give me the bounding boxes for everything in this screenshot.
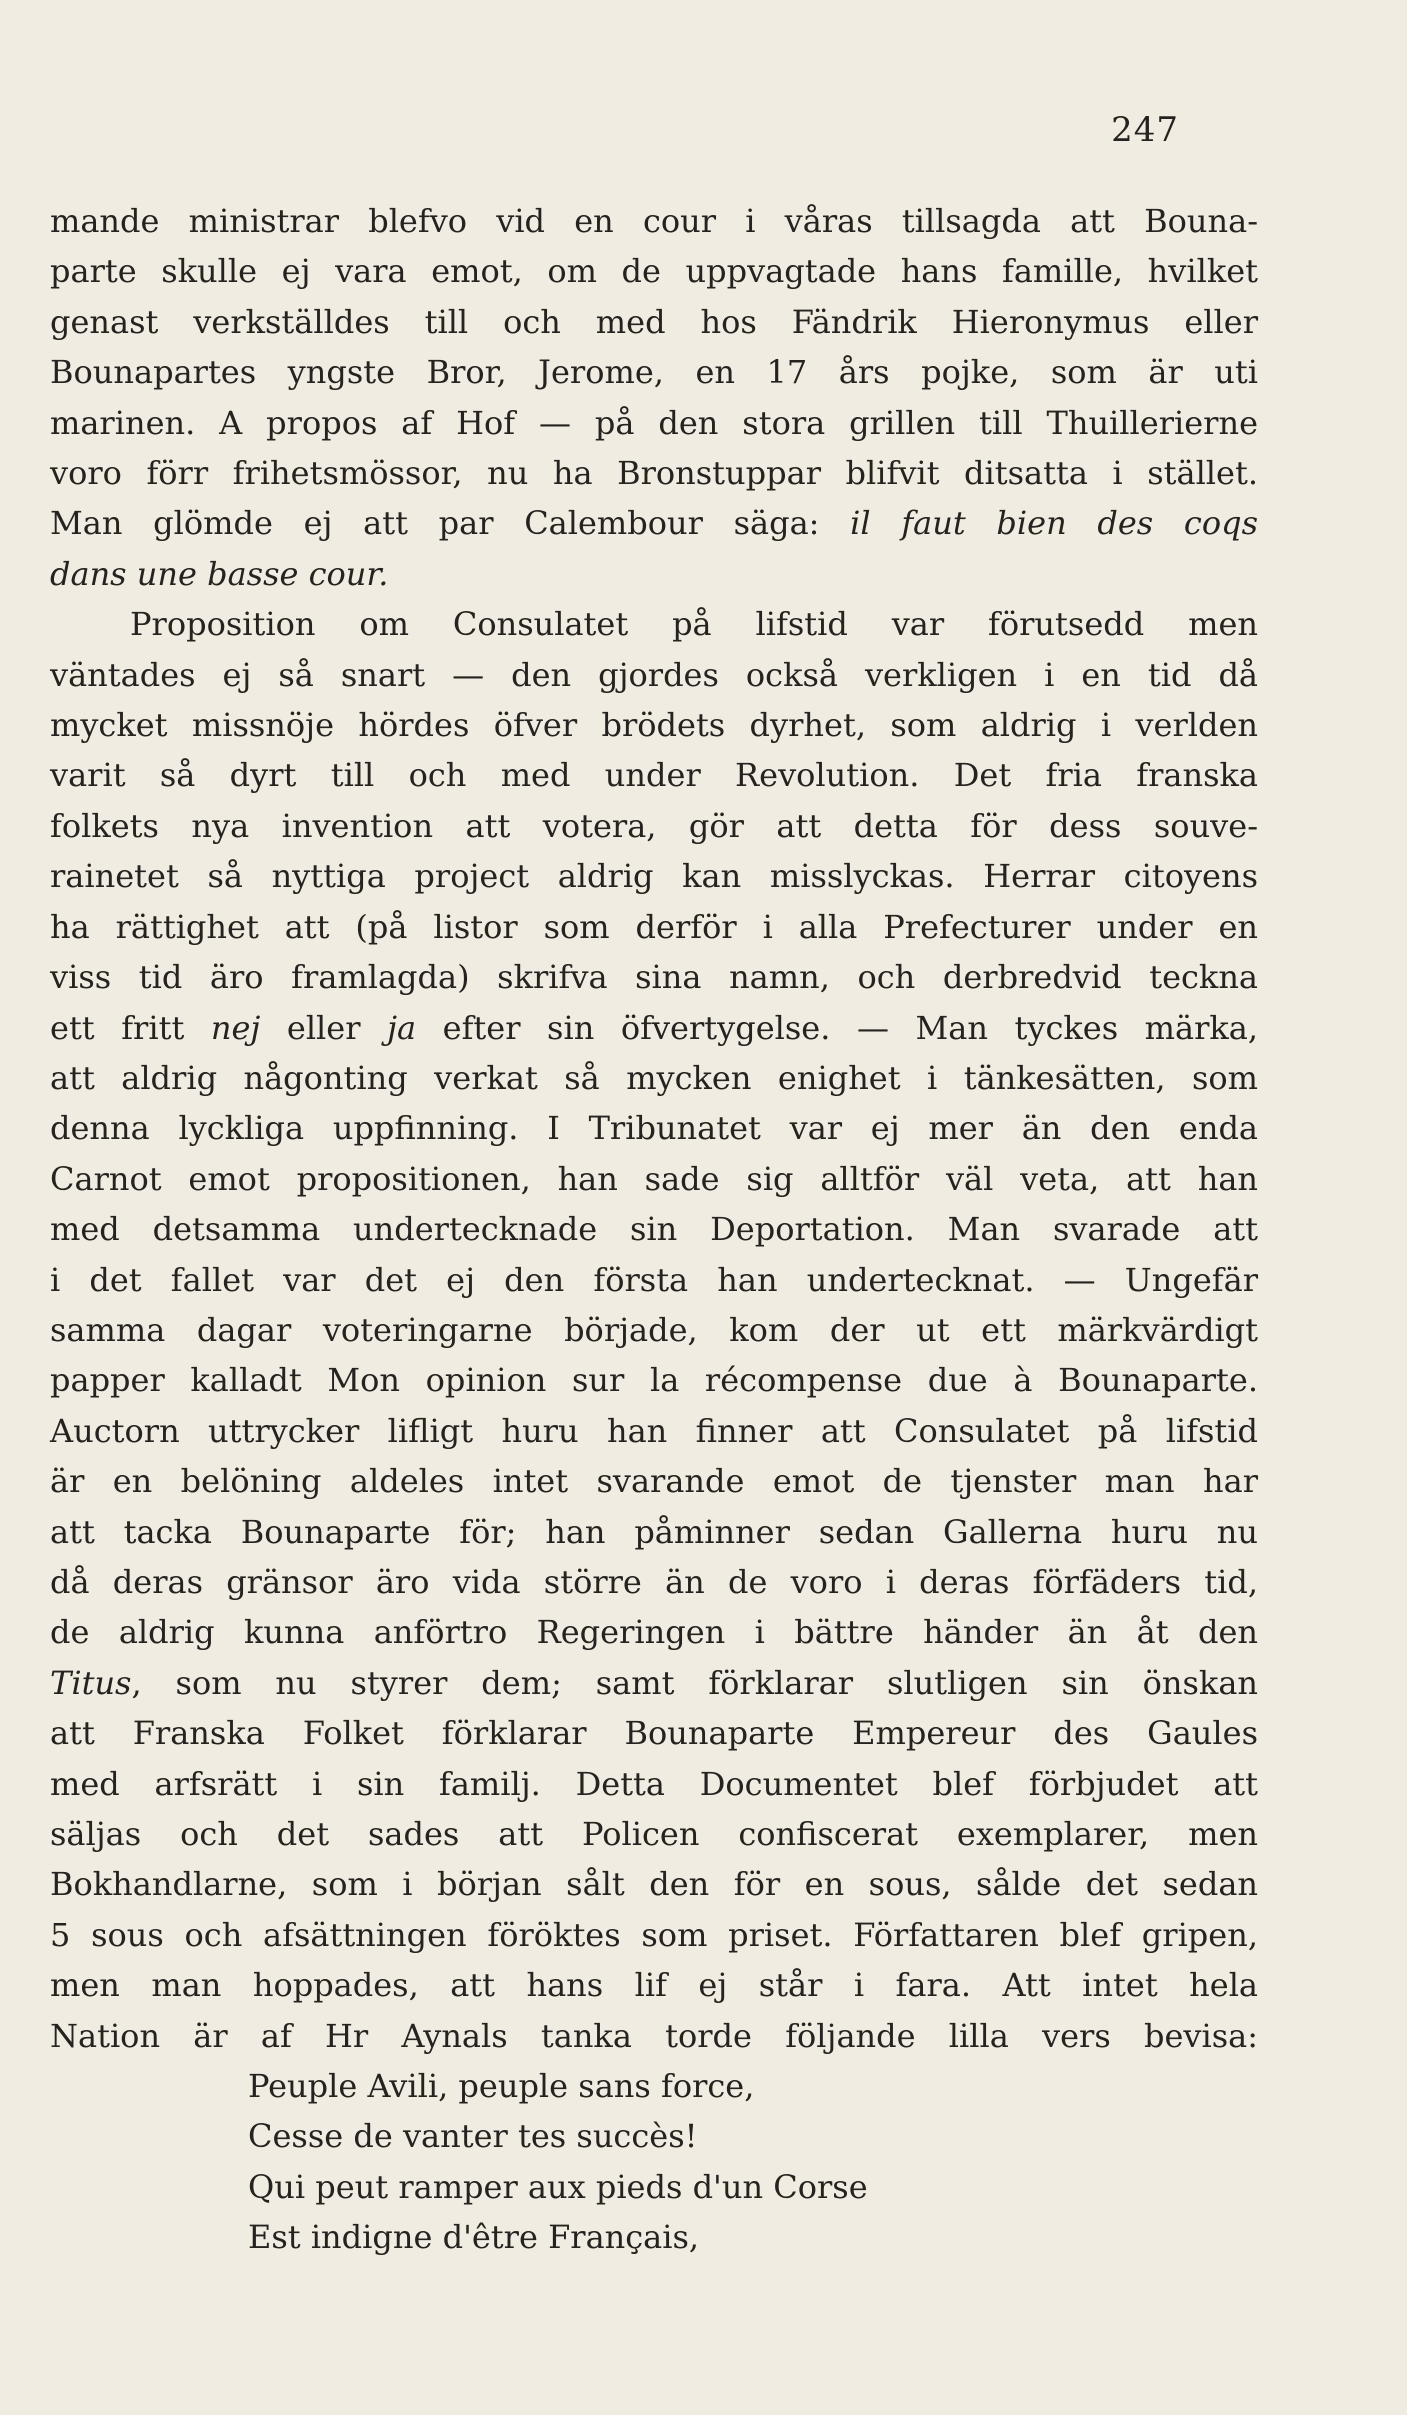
verse-line: Est indigne d'être Français, [248, 2218, 700, 2257]
text-line [50, 549, 1258, 599]
italic-phrase: ja [387, 1008, 417, 1047]
text-line: Proposition om Consulatet på lifstid var förutsedd men [130, 605, 1258, 644]
italic-phrase: dans une basse cour. [50, 554, 389, 593]
text-line: är en belöning aldeles intet svarande emot de tjenster man har [50, 1462, 1258, 1501]
text-line: folkets nya invention att votera, gör att detta för dess souve- [50, 806, 1258, 845]
italic-phrase: il faut bien des coqs [850, 504, 1259, 543]
text-line: samma dagar voteringarne började, kom der ut ett märkvärdigt [50, 1310, 1258, 1349]
text-line: väntades ej så snart — den gjordes också verkligen i en tid då [50, 655, 1258, 694]
verse-line: Cesse de vanter tes succès! [248, 2117, 698, 2156]
text-line: viss tid äro framlagda) skrifva sina namn, och derbredvid teckna [50, 958, 1258, 997]
text-line: att tacka Bounaparte för; han påminner sedan Gallerna huru nu [50, 1512, 1258, 1551]
text-line: parte skulle ej vara emot, om de uppvagtade hans famille, hvilket [50, 252, 1258, 291]
body-text [50, 196, 1258, 2263]
text-line: med detsamma undertecknade sin Deportation. Man svarade att [50, 1210, 1258, 1249]
text-line: Titus, som nu styrer dem; samt förklarar slutligen sin önskan [50, 1663, 1258, 1702]
text-line: Man glömde ej att par Calembour säga: il faut bien des coqs [50, 504, 1259, 543]
text-line: Carnot emot propositionen, han sade sig alltför väl veta, att han [50, 1159, 1258, 1198]
text-line: rainetet så nyttiga project aldrig kan misslyckas. Herrar citoyens [50, 857, 1258, 896]
text-line: mande ministrar blefvo vid en cour i våras tillsagda att Bouna- [50, 202, 1258, 240]
text-line: i det fallet var det ej den första han undertecknat. — Ungefär [50, 1260, 1258, 1299]
text-line: med arfsrätt i sin familj. Detta Documentet blef förbjudet att [50, 1764, 1258, 1803]
text-line: marinen. A propos af Hof — på den stora grillen till Thuillerierne [50, 403, 1258, 442]
italic-phrase: Titus [50, 1663, 132, 1702]
text-line: varit så dyrt till och med under Revolution. Det fria franska [50, 756, 1258, 795]
text-line: ett fritt nej eller ja efter sin öfvertygelse. — Man tyckes märka, [50, 1008, 1259, 1047]
italic-phrase: nej [210, 1008, 261, 1047]
text-line: att aldrig någonting verkat så mycken enighet i tänkesätten, som [50, 1058, 1258, 1097]
text-line: Bounapartes yngste Bror, Jerome, en 17 års pojke, som är uti [50, 353, 1258, 392]
text-line: mycket missnöje hördes öfver brödets dyrhet, som aldrig i verlden [50, 706, 1258, 745]
text-line: säljas och det sades att Policen confiscerat exemplarer, men [50, 1815, 1258, 1853]
text-line: att Franska Folket förklarar Bounaparte Empereur des Gaules [50, 1714, 1258, 1753]
text-line: Auctorn uttrycker lifligt huru han finner att Consulatet på lifstid [50, 1411, 1258, 1450]
verse-line: Peuple Avili, peuple sans force, [248, 2067, 755, 2106]
text-line: genast verkställdes till och med hos Fändrik Hieronymus eller [50, 302, 1258, 341]
page-number: 247 [1111, 110, 1179, 150]
text-line: Nation är af Hr Aynals tanka torde följande lilla vers bevisa: [50, 2016, 1258, 2055]
text-line: men man hoppades, att hans lif ej står i fara. Att intet hela [50, 1966, 1258, 2005]
text-line: då deras gränsor äro vida större än de voro i deras förfäders tid, [50, 1562, 1258, 1601]
verse-line: Qui peut ramper aux pieds d'un Corse [248, 2167, 868, 2206]
text-line: voro förr frihetsmössor, nu ha Bronstuppar blifvit ditsatta i stället. [50, 454, 1258, 493]
text-line: denna lyckliga uppfinning. I Tribunatet var ej mer än den enda [50, 1109, 1258, 1148]
text-line: 5 sous och afsättningen föröktes som priset. Författaren blef gripen, [50, 1915, 1258, 1954]
text-line: ha rättighet att (på listor som derför i alla Prefecturer under en [50, 907, 1258, 946]
text-line: de aldrig kunna anförtro Regeringen i bättre händer än åt den [50, 1613, 1258, 1652]
text-line: Bokhandlarne, som i början sålt den för en sous, sålde det sedan [50, 1865, 1258, 1904]
text-line: papper kalladt Mon opinion sur la récompense due à Bounaparte. [50, 1361, 1258, 1400]
